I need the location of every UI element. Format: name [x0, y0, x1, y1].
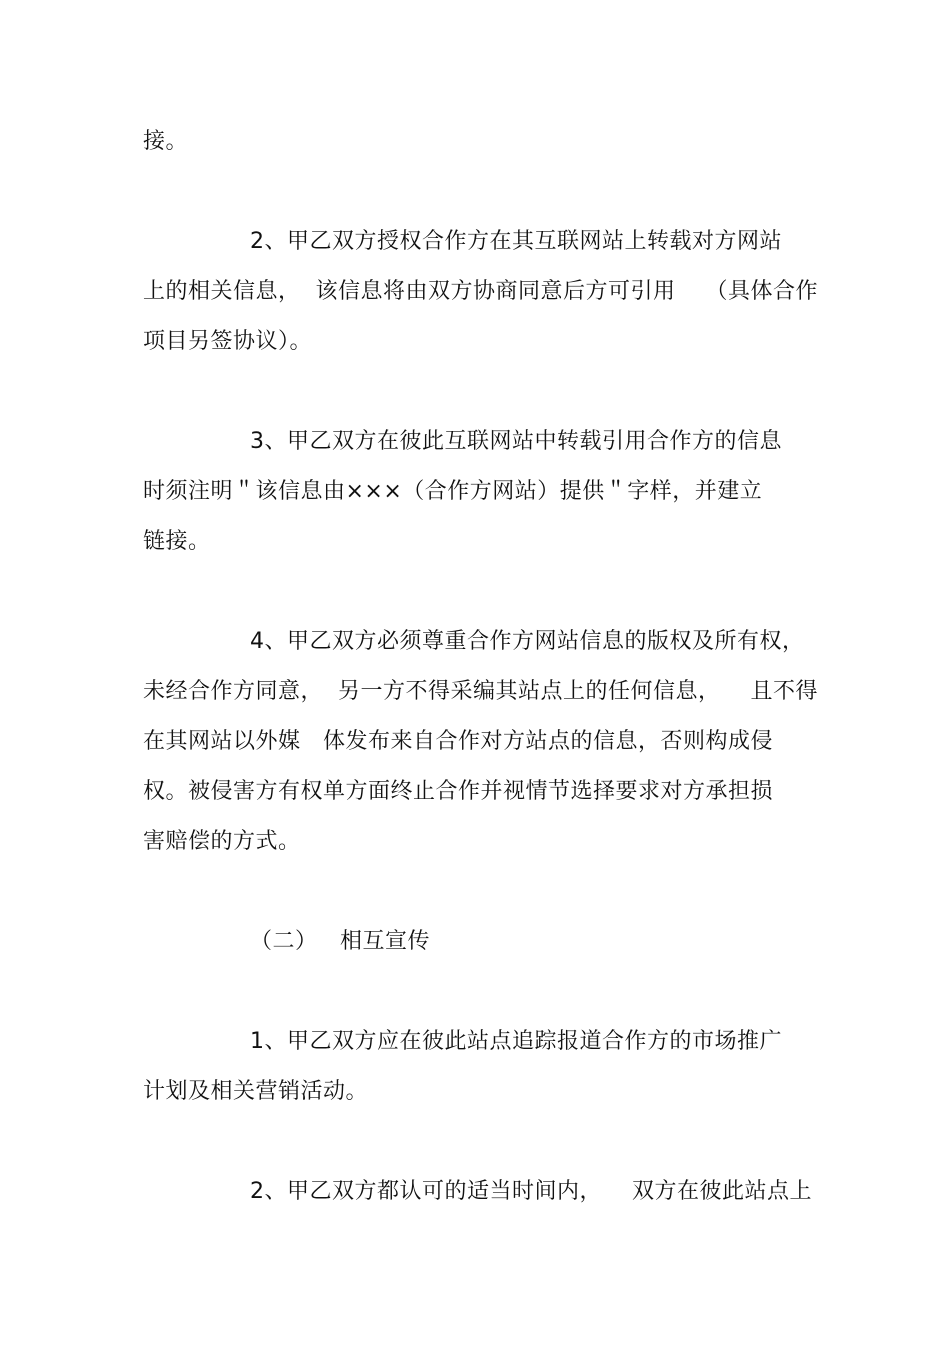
text-line: 项目另签协议）。	[143, 329, 313, 354]
text-line: 上的相关信息， 该信息将由双方协商同意后方可引用 （具体合作	[143, 279, 818, 304]
text-line: 害赔偿的方式。	[143, 829, 301, 854]
text-line: 接。	[143, 129, 189, 154]
text-line: 1、甲乙双方应在彼此站点追踪报道合作方的市场推广	[250, 1029, 782, 1054]
text-line: 2、甲乙双方都认可的适当时间内， 双方在彼此站点上	[250, 1179, 812, 1204]
text-line: 2、甲乙双方授权合作方在其互联网站上转载对方网站	[250, 229, 782, 254]
text-line: 计划及相关营销活动。	[143, 1079, 369, 1104]
text-line: 时须注明＂该信息由×××（合作方网站）提供＂字样，并建立	[143, 479, 763, 504]
text-line: 链接。	[143, 529, 211, 554]
text-line: 在其网站以外媒 体发布来自合作对方站点的信息，否则构成侵	[143, 729, 773, 754]
section-heading: （二） 相互宣传	[250, 929, 430, 954]
text-line: 4、甲乙双方必须尊重合作方网站信息的版权及所有权，	[250, 629, 805, 654]
text-line: 权。被侵害方有权单方面终止合作并视情节选择要求对方承担损	[143, 779, 774, 804]
text-line: 未经合作方同意， 另一方不得采编其站点上的任何信息， 且不得	[143, 679, 818, 704]
text-line: 3、甲乙双方在彼此互联网站中转载引用合作方的信息	[250, 429, 782, 454]
